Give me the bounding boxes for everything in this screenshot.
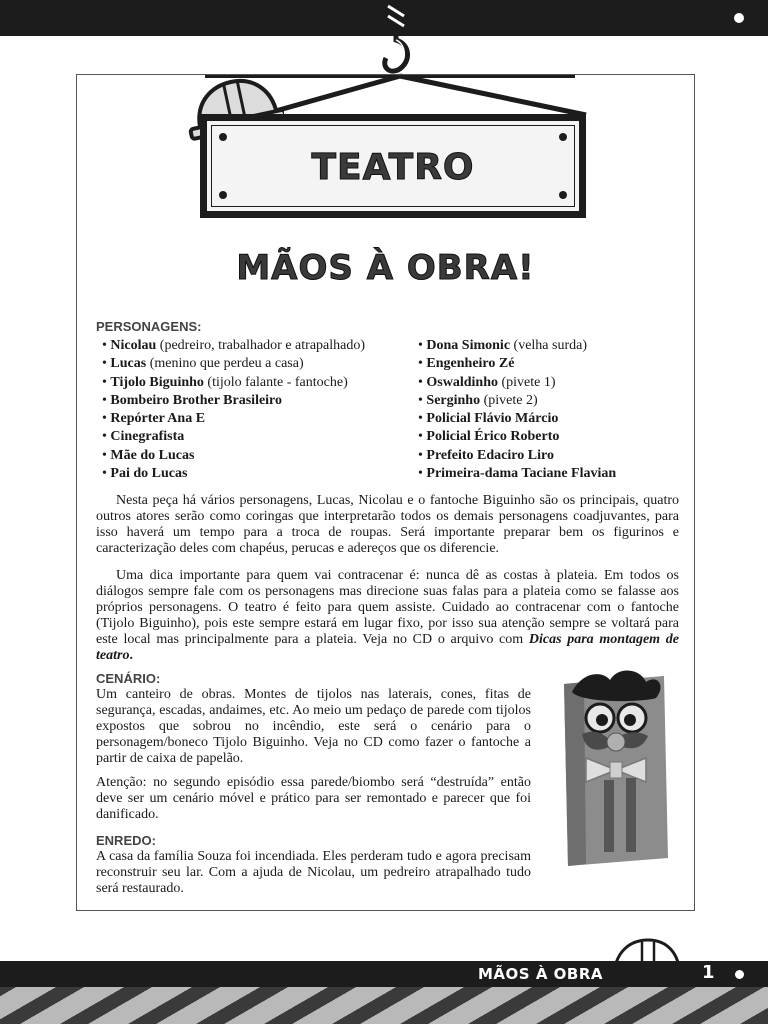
character-name: Policial Flávio Márcio — [426, 411, 559, 427]
sign-title: TEATRO — [311, 147, 475, 188]
character-item — [102, 374, 365, 392]
character-desc: (velha surda) — [510, 338, 587, 353]
character-name: Nicolau — [110, 338, 157, 353]
top-bar-dot — [734, 13, 744, 23]
footer-title: MÃOS À OBRA — [478, 965, 603, 983]
character-name: Cinegrafista — [110, 429, 185, 445]
character-item — [102, 447, 365, 465]
character-item — [102, 337, 365, 355]
characters-right-list — [418, 337, 616, 483]
character-name: Repórter Ana E — [110, 411, 206, 427]
character-desc: (tijolo falante - fantoche) — [203, 374, 348, 390]
character-item — [418, 337, 616, 355]
character-item — [418, 465, 616, 483]
character-desc: (menino que perdeu a casa) — [146, 356, 304, 372]
page-title: MÃOS À OBRA! — [236, 248, 535, 288]
character-item — [418, 355, 616, 373]
footer-bar — [0, 961, 768, 987]
character-desc: (pivete 1) — [498, 374, 556, 390]
personagens-label: PERSONAGENS: — [96, 319, 202, 334]
enredo-paragraph: A casa da família Souza foi incendiada. Eles perderam tudo e agora precisam reconstruir seu lar. Com a ajuda de Nicolau, um pedreiro atrapalhado tudo será restaurado. — [96, 849, 531, 896]
character-name: Dona Simonic — [426, 338, 511, 353]
character-name: Serginho — [426, 392, 481, 408]
character-item — [418, 374, 616, 392]
character-name: Pai do Lucas — [110, 466, 188, 482]
character-item — [102, 355, 365, 373]
cenario-label: CENÁRIO: — [96, 671, 161, 686]
character-item — [418, 428, 616, 446]
character-item — [418, 410, 616, 428]
character-item — [102, 392, 365, 410]
character-name: Bombeiro Brother Brasileiro — [110, 392, 283, 408]
hazard-stripes — [0, 987, 768, 1024]
page-number: 1 — [702, 962, 715, 983]
character-item — [418, 447, 616, 465]
tip-end: . — [129, 648, 133, 663]
character-item — [102, 428, 365, 446]
character-item — [418, 392, 616, 410]
tip-emphasis: Dicas para montagem de teatro — [96, 632, 679, 663]
cenario-paragraph-2: Atenção: no segundo episódio essa parede/biombo será “destruída” então deve ser um cenário móvel e prático para ser remontado e parecer que foi danificado. — [96, 775, 531, 822]
character-desc: (pivete 2) — [480, 392, 538, 408]
character-name: Primeira-dama Taciane Flavian — [426, 466, 617, 482]
cenario-paragraph-1: Um canteiro de obras. Montes de tijolos nas laterais, cones, fitas de segurança, escadas, andaimes, etc. Ao meio um pedaço de parede com tijolos expostos que sobrou no incêndio, este será o cenário para o personagem/boneco Tijolo Biguinho. Veja no CD como fazer o fantoche a partir de caixa de papelão. — [96, 687, 531, 766]
puppet-image — [542, 662, 686, 872]
character-name: Prefeito Edaciro Liro — [426, 447, 554, 463]
hook-icon — [380, 0, 420, 80]
character-name: Policial Érico Roberto — [426, 429, 560, 445]
paragraph-intro: Nesta peça há vários personagens, Lucas, Nicolau e o fantoche Biguinho são os principais, quatro outros atores serão como coringas que interpretarão todos os demais personagens coadjuvantes, para isso haverá um tempo para a troca de roupas. Será importante preparar bem os figurinos e caracterização deles com chapéus, perucas e adereços que os diferencie. — [96, 493, 679, 556]
footer-bar-dot — [735, 970, 744, 979]
characters-left-list — [102, 337, 365, 483]
character-name: Mãe do Lucas — [110, 447, 195, 463]
character-name: Engenheiro Zé — [426, 356, 515, 372]
character-name: Oswaldinho — [426, 374, 498, 390]
character-name: Tijolo Biguinho — [110, 374, 204, 390]
tip-text: Uma dica importante para quem vai contracenar é: nunca dê as costas à plateia. Em todos os diálogos sempre fale com os personagens mas direcione suas falas para a plateia como se falasse aos próprios personagens. O teatro é feito para quem assiste. Cuidado ao contracenar com o fantoche (Tijolo Biguinho), pois este sempre estará em lugar fixo, por isso sua atenção sempre se voltará para este local mas principalmente para a plateia. Veja no CD o arquivo com — [96, 568, 679, 647]
enredo-label: ENREDO: — [96, 833, 156, 848]
character-name: Lucas — [110, 356, 147, 372]
paragraph-tip — [96, 568, 679, 664]
character-item — [102, 465, 365, 483]
character-desc: (pedreiro, trabalhador e atrapalhado) — [156, 338, 366, 353]
character-item — [102, 410, 365, 428]
